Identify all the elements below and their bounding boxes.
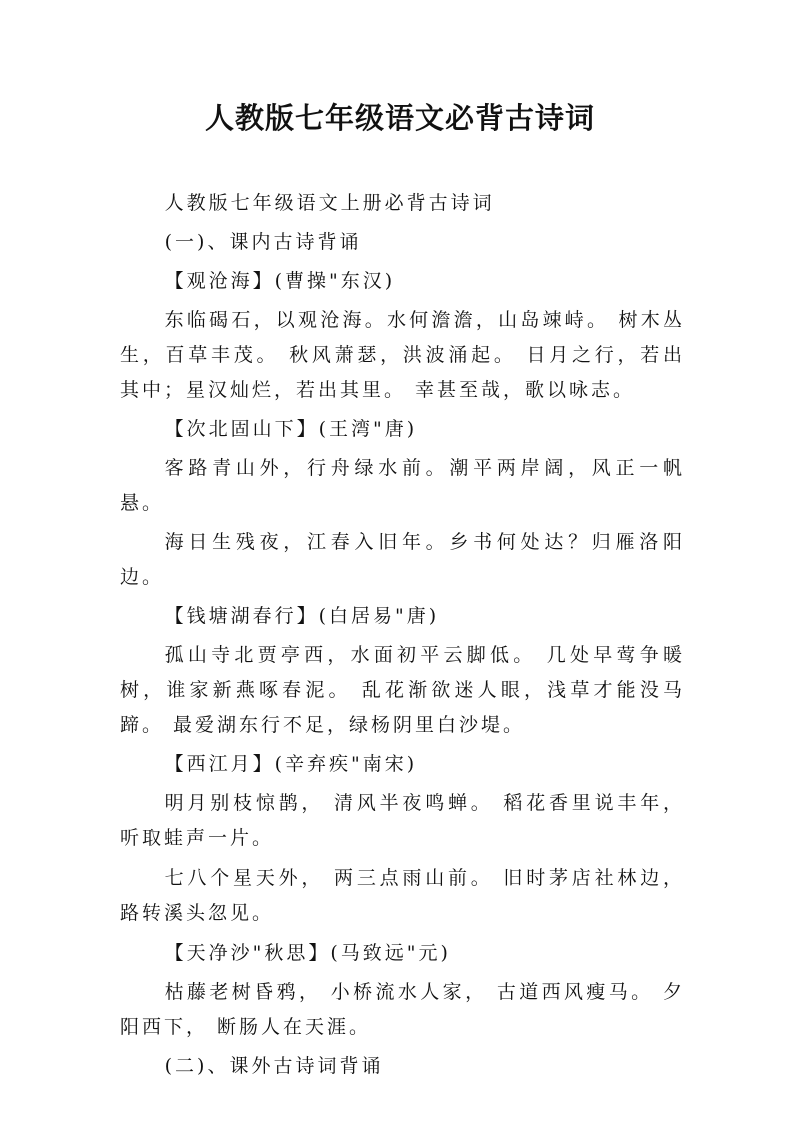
document-body	[120, 186, 685, 1088]
paragraph-poem-text: 客路青山外，行舟绿水前。潮平两岸阔，风正一帆悬。	[120, 457, 685, 514]
paragraph-poem-text: 海日生残夜，江春入旧年。乡书何处达？归雁洛阳边。	[120, 531, 685, 588]
page-title: 人教版七年级语文必背古诗词	[204, 101, 595, 135]
paragraph-poem-title: 【观沧海】(曹操"东汉)	[164, 270, 396, 292]
paragraph-poem-text: 七八个星天外， 两三点雨山前。 旧时茅店社林边，路转溪头忽见。	[120, 867, 685, 924]
paragraph-poem-title: 【西江月】(辛弃疾"南宋)	[164, 753, 418, 775]
paragraph-poem-text: 孤山寺北贾亭西，水面初平云脚低。 几处早莺争暖树，谁家新燕啄春泥。 乱花渐欲迷人眼，浅草才能没马蹄。 最爱湖东行不足，绿杨阴里白沙堤。	[120, 644, 685, 736]
paragraph-section-heading: (二)、课外古诗词背诵	[164, 1055, 384, 1077]
paragraph-poem-title: 【次北固山下】(王湾"唐)	[164, 418, 418, 440]
paragraph-poem-text: 东临碣石，以观沧海。水何澹澹，山岛竦峙。 树木丛生，百草丰茂。 秋风萧瑟，洪波涌起。 日月之行，若出其中；星汉灿烂，若出其里。 幸甚至哉，歌以咏志。	[120, 309, 685, 401]
paragraph-section-heading: (一)、课内古诗背诵	[164, 231, 362, 253]
paragraph-subtitle: 人教版七年级语文上册必背古诗词	[164, 192, 495, 214]
paragraph-poem-text: 枯藤老树昏鸦， 小桥流水人家， 古道西风瘦马。 夕阳西下， 断肠人在天涯。	[120, 981, 685, 1038]
paragraph-poem-title: 【钱塘湖春行】(白居易"唐)	[164, 605, 440, 627]
paragraph-poem-text: 明月别枝惊鹊， 清风半夜鸣蝉。 稻花香里说丰年，听取蛙声一片。	[120, 792, 685, 849]
paragraph-poem-title: 【天净沙"秋思】(马致远"元)	[164, 942, 451, 964]
